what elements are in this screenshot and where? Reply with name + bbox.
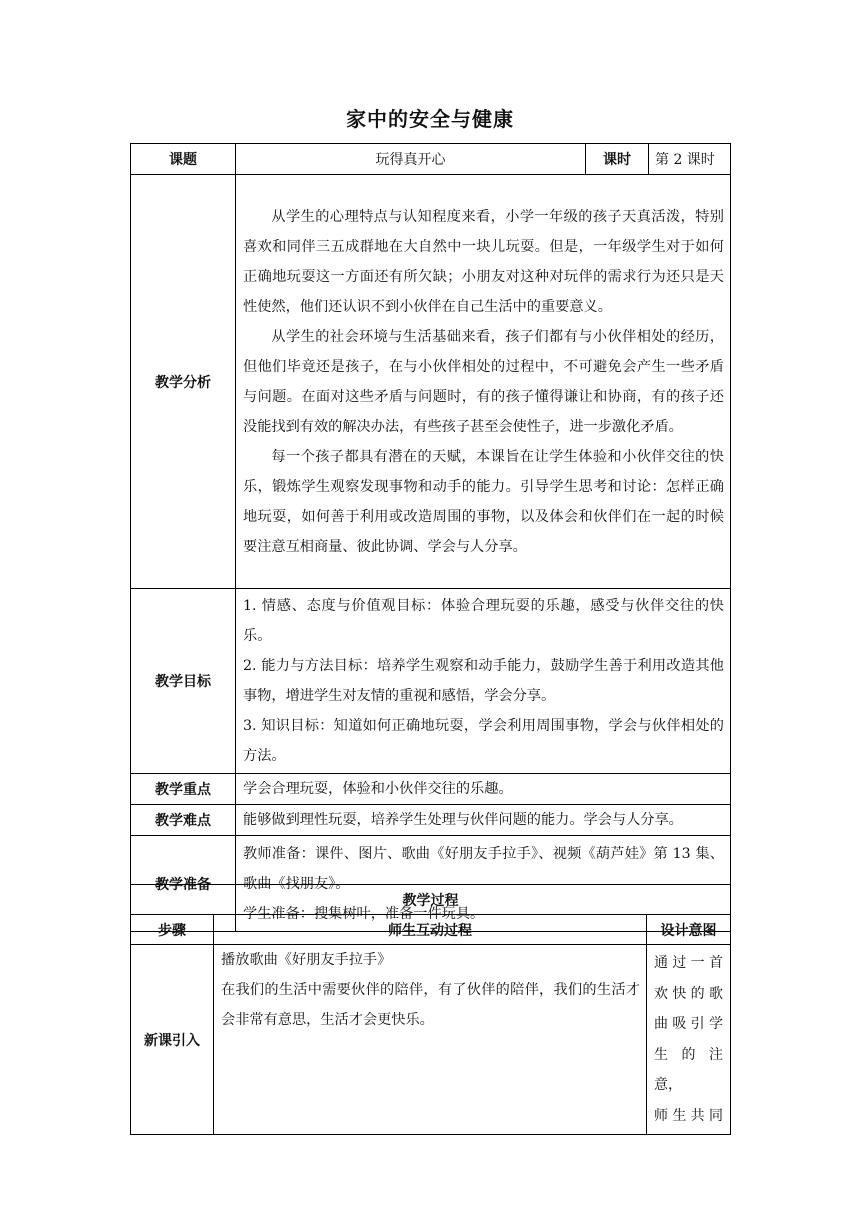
topic-row [131, 144, 731, 175]
intent-content [647, 945, 731, 1135]
analysis-row [131, 175, 731, 589]
analysis-paragraph-1: 从学生的心理特点与认知程度来看，小学一年级的孩子天真活泼，特别喜欢和同伴三五成群地在大自然中一块儿玩耍。但是，一年级学生对于如何正确地玩耍这一方面还有所欠缺；小朋友对这种对玩伴的需求行为还只是天性使然，他们还认识不到小伙伴在自己生活中的重要意义。 [243, 208, 724, 315]
analysis-label: 教学分析 [131, 175, 236, 589]
analysis-paragraph-3: 每一个孩子都具有潜在的天赋，本课旨在让学生体验和小伙伴交往的快乐，锻炼学生观察发现事物和动手的能力。引导学生思考和讨论：怎样正确地玩耍，如何善于利用或改造周围的事物，以及体会和伙伴们在一起的时候要注意互相商量、彼此协调、学会与人分享。 [243, 448, 724, 555]
goal-1: 1. 情感、态度与价值观目标：体验合理玩耍的乐趣，感受与伙伴交往的快乐。 [243, 598, 724, 644]
process-row [131, 945, 731, 1135]
analysis-paragraph-2: 从学生的社会环境与生活基础来看，孩子们都有与小伙伴相处的经历，但他们毕竟还是孩子，在与小伙伴相处的过程中，不可避免会产生一些矛盾与问题。在面对这些矛盾与问题时，有的孩子懂得谦让和协商，有的孩子还没能找到有效的解决办法，有些孩子甚至会使性子，进一步激化矛盾。 [243, 328, 724, 435]
intent-line-2: 欢快的歌 [654, 985, 723, 1002]
intent-line-4: 生的注意， [654, 1046, 723, 1093]
topic-label: 课题 [131, 144, 236, 175]
goal-2: 2. 能力与方法目标：培养学生观察和动手能力，鼓励学生善于利用改造其他事物，增进学生对友情的重视和感悟，学会分享。 [243, 658, 724, 704]
teacher-preparation: 教师准备：课件、图片、歌曲《好朋友手拉手》、视频《葫芦娃》第 13 集、歌曲《找朋友》。 [243, 845, 724, 892]
step-column-header: 步骤 [131, 915, 214, 945]
interaction-content [214, 945, 647, 1135]
goals-label: 教学目标 [131, 589, 236, 774]
difficulties-value: 能够做到理性玩耍，培养学生处理与伙伴问题的能力。学会与人分享。 [236, 805, 731, 836]
process-title-row [131, 885, 731, 915]
key-points-row [131, 774, 731, 805]
topic-value: 玩得真开心 [236, 144, 586, 175]
interaction-line-2: 在我们的生活中需要伙伴的陪伴，有了伙伴的陪伴，我们的生活才会非常有意思，生活才会更快乐。 [221, 982, 640, 1028]
document-title: 家中的安全与健康 [346, 107, 514, 131]
preparation-label: 教学准备 [131, 836, 236, 932]
intent-line-5: 师生共同 [654, 1107, 723, 1124]
process-title: 教学过程 [131, 885, 731, 915]
key-points-value: 学会合理玩耍，体验和小伙伴交往的乐趣。 [236, 774, 731, 805]
goals-row [131, 589, 731, 774]
analysis-content [236, 175, 731, 589]
goals-content [236, 589, 731, 774]
interaction-column-header: 师生互动过程 [214, 915, 647, 945]
intent-line-3: 曲吸引学 [654, 1016, 723, 1032]
intent-column-header: 设计意图 [647, 915, 731, 945]
period-value: 第 2 课时 [649, 144, 731, 175]
goal-3: 3. 知识目标：知道如何正确地玩耍，学会利用周围事物，学会与伙伴相处的方法。 [243, 718, 724, 764]
interaction-line-1: 播放歌曲《好朋友手拉手》 [221, 952, 392, 968]
teaching-process-table [130, 884, 731, 1135]
student-preparation: 学生准备：搜集树叶，准备一件玩具。 [243, 905, 485, 922]
difficulties-label: 教学难点 [131, 805, 236, 836]
key-points-label: 教学重点 [131, 774, 236, 805]
step-name: 新课引入 [131, 945, 214, 1135]
difficulties-row [131, 805, 731, 836]
period-label: 课时 [586, 144, 649, 175]
lesson-info-table [130, 143, 731, 932]
intent-line-1: 通过一首 [654, 955, 723, 971]
process-header-row [131, 915, 731, 945]
